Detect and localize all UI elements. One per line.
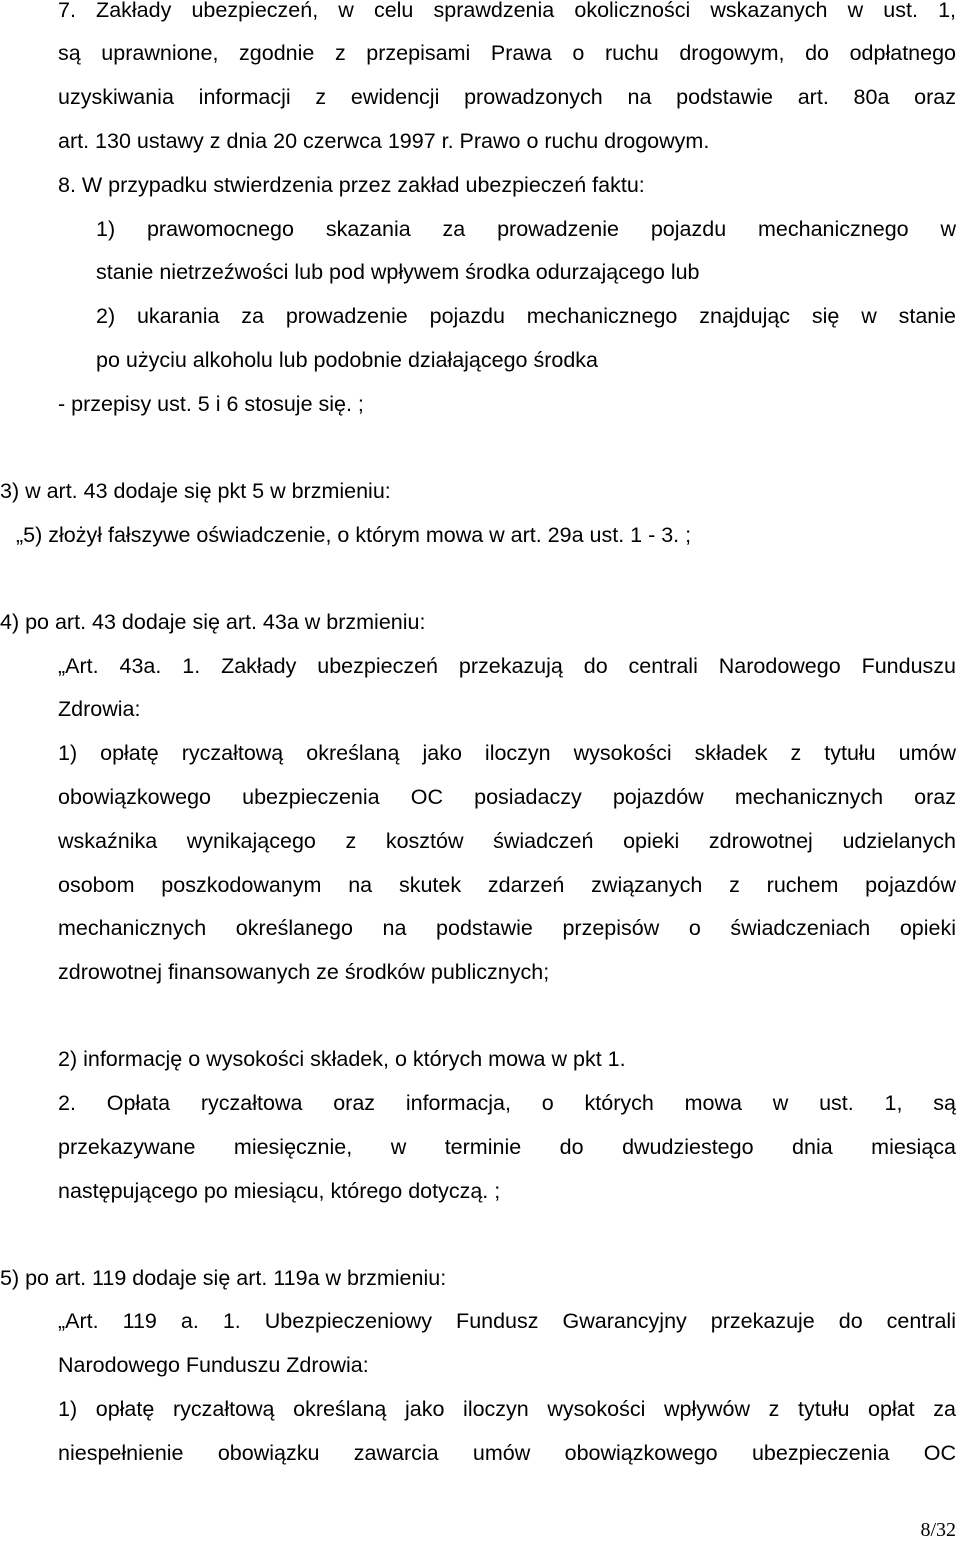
- text-line: 4) po art. 43 dodaje się art. 43a w brzmieniu:: [0, 610, 426, 634]
- text-line: „Art. 119 a. 1. Ubezpieczeniowy Fundusz Gwarancyjny przekazuje do centrali: [58, 1309, 956, 1333]
- text-line: 1) opłatę ryczałtową określaną jako iloczyn wysokości wpływów z tytułu opłat za: [58, 1397, 956, 1421]
- text-line: 7. Zakłady ubezpieczeń, w celu sprawdzenia okoliczności wskazanych w ust. 1,: [58, 0, 956, 22]
- text-line: 1) opłatę ryczałtową określaną jako iloczyn wysokości składek z tytułu umów: [58, 741, 956, 765]
- text-line: 3) w art. 43 dodaje się pkt 5 w brzmieniu:: [0, 479, 391, 503]
- text-line: Zdrowia:: [58, 697, 141, 721]
- text-line: obowiązkowego ubezpieczenia OC posiadaczy pojazdów mechanicznych oraz: [58, 785, 956, 809]
- text-line: 1) prawomocnego skazania za prowadzenie pojazdu mechanicznego w: [96, 217, 956, 241]
- text-line: zdrowotnej finansowanych ze środków publicznych;: [58, 960, 550, 984]
- text-line: 2. Opłata ryczałtowa oraz informacja, o których mowa w ust. 1, są: [58, 1091, 956, 1115]
- text-line: następującego po miesiącu, którego dotyczą. ;: [58, 1179, 501, 1203]
- text-line: stanie nietrzeźwości lub pod wpływem środka odurzającego lub: [96, 260, 700, 284]
- text-line: 5) po art. 119 dodaje się art. 119a w brzmieniu:: [0, 1266, 447, 1290]
- text-line: Narodowego Funduszu Zdrowia:: [58, 1353, 369, 1377]
- text-line: art. 130 ustawy z dnia 20 czerwca 1997 r. Prawo o ruchu drogowym.: [58, 129, 710, 153]
- text-line: 2) ukarania za prowadzenie pojazdu mechanicznego znajdując się w stanie: [96, 304, 956, 328]
- text-line: 8. W przypadku stwierdzenia przez zakład ubezpieczeń faktu:: [58, 173, 645, 197]
- text-line: - przepisy ust. 5 i 6 stosuje się. ;: [58, 392, 364, 416]
- text-line: po użyciu alkoholu lub podobnie działającego środka: [96, 348, 599, 372]
- text-line: uzyskiwania informacji z ewidencji prowadzonych na podstawie art. 80a oraz: [58, 85, 956, 109]
- text-line: „Art. 43a. 1. Zakłady ubezpieczeń przekazują do centrali Narodowego Funduszu: [58, 654, 956, 678]
- text-line: przekazywane miesięcznie, w terminie do dwudziestego dnia miesiąca: [58, 1135, 956, 1159]
- text-line: są uprawnione, zgodnie z przepisami Prawa o ruchu drogowym, do odpłatnego: [58, 41, 956, 65]
- text-line: wskaźnika wynikającego z kosztów świadczeń opieki zdrowotnej udzielanych: [58, 829, 956, 853]
- text-line: 2) informację o wysokości składek, o których mowa w pkt 1.: [58, 1047, 626, 1071]
- text-line: osobom poszkodowanym na skutek zdarzeń związanych z ruchem pojazdów: [58, 873, 956, 897]
- text-line: „5) złożył fałszywe oświadczenie, o którym mowa w art. 29a ust. 1 - 3. ;: [16, 523, 692, 547]
- text-line: niespełnienie obowiązku zawarcia umów obowiązkowego ubezpieczenia OC: [58, 1441, 956, 1465]
- text-line: mechanicznych określanego na podstawie przepisów o świadczeniach opieki: [58, 916, 956, 940]
- page-number: 8/32: [920, 1519, 956, 1541]
